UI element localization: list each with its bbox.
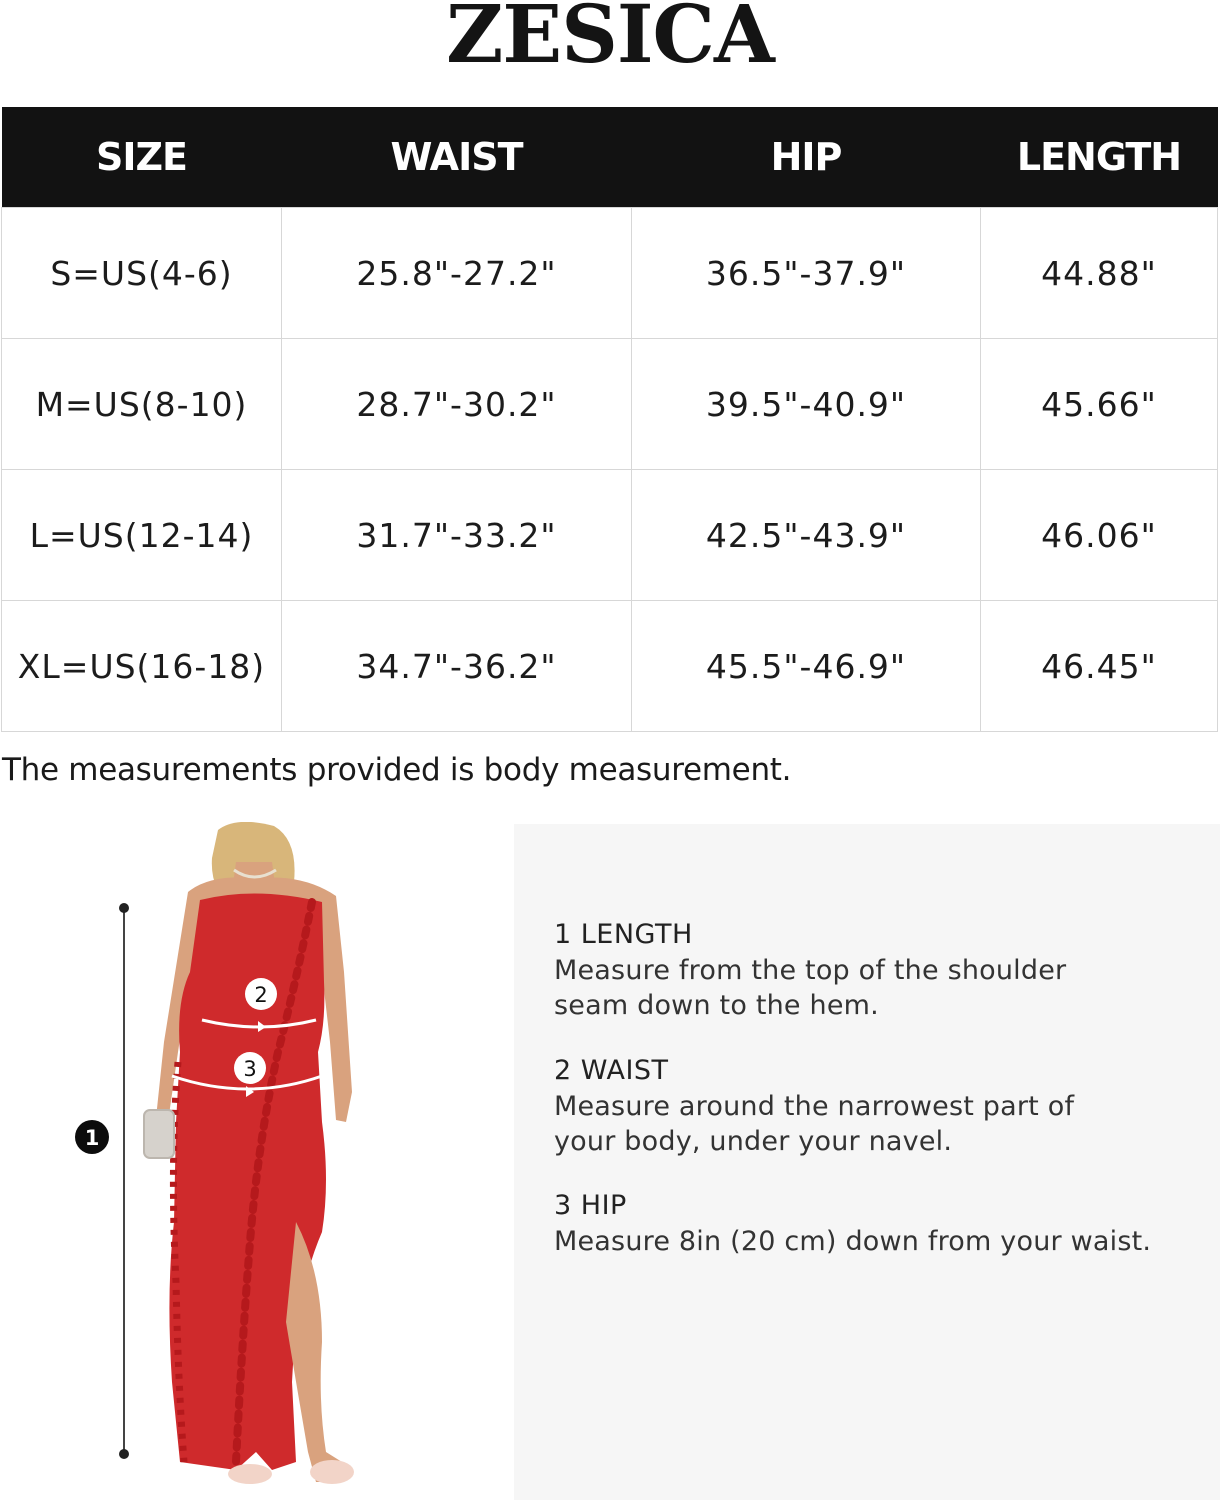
length-marker-number: 1 [84, 1126, 100, 1150]
table-row [2, 601, 1218, 732]
cell-hip: 36.5"-37.9" [632, 208, 981, 339]
cell-hip: 39.5"-40.9" [632, 339, 981, 470]
cell-length: 46.06" [981, 470, 1218, 601]
guide-title: 2 WAIST [554, 1055, 669, 1086]
model-illustration [60, 822, 460, 1500]
cell-length: 46.45" [981, 601, 1218, 732]
header-length: LENGTH [981, 107, 1218, 208]
measurement-note: The measurements provided is body measurement. [2, 752, 792, 788]
cell-waist: 28.7"-30.2" [282, 339, 632, 470]
table-header-row [2, 107, 1218, 208]
header-hip: HIP [632, 107, 981, 208]
cell-size: M=US(8-10) [2, 339, 282, 470]
guide-hip [554, 1188, 1194, 1259]
guide-line: Measure from the top of the shoulder [554, 955, 1067, 986]
table-row [2, 470, 1218, 601]
guide-line: Measure 8in (20 cm) down from your waist. [554, 1226, 1152, 1257]
shoe-shape [310, 1460, 354, 1484]
guide-line: your body, under your navel. [554, 1126, 953, 1157]
guide-waist [554, 1053, 1194, 1159]
shoe-shape [228, 1464, 272, 1484]
table-row [2, 339, 1218, 470]
waist-marker-number: 2 [254, 983, 268, 1007]
measuring-guide-panel [514, 824, 1220, 1500]
cell-waist: 31.7"-33.2" [282, 470, 632, 601]
header-size: SIZE [2, 107, 282, 208]
cell-size: XL=US(16-18) [2, 601, 282, 732]
hip-marker-number: 3 [243, 1057, 257, 1081]
header-waist: WAIST [282, 107, 632, 208]
guide-title: 1 LENGTH [554, 919, 693, 950]
clutch-bag-shape [144, 1110, 174, 1158]
cell-hip: 42.5"-43.9" [632, 470, 981, 601]
guide-line: seam down to the hem. [554, 990, 879, 1021]
cell-hip: 45.5"-46.9" [632, 601, 981, 732]
model-figure [60, 822, 460, 1500]
size-chart-table [1, 107, 1218, 732]
cell-size: L=US(12-14) [2, 470, 282, 601]
cell-waist: 34.7"-36.2" [282, 601, 632, 732]
cell-length: 45.66" [981, 339, 1218, 470]
guide-line: Measure around the narrowest part of [554, 1091, 1075, 1122]
length-guide-top-dot [119, 903, 129, 913]
brand-logo: ZESICA [446, 0, 774, 81]
guide-length [554, 917, 1194, 1023]
cell-length: 44.88" [981, 208, 1218, 339]
cell-size: S=US(4-6) [2, 208, 282, 339]
length-guide-bottom-dot [119, 1449, 129, 1459]
cell-waist: 25.8"-27.2" [282, 208, 632, 339]
guide-title: 3 HIP [554, 1190, 627, 1221]
table-row [2, 208, 1218, 339]
